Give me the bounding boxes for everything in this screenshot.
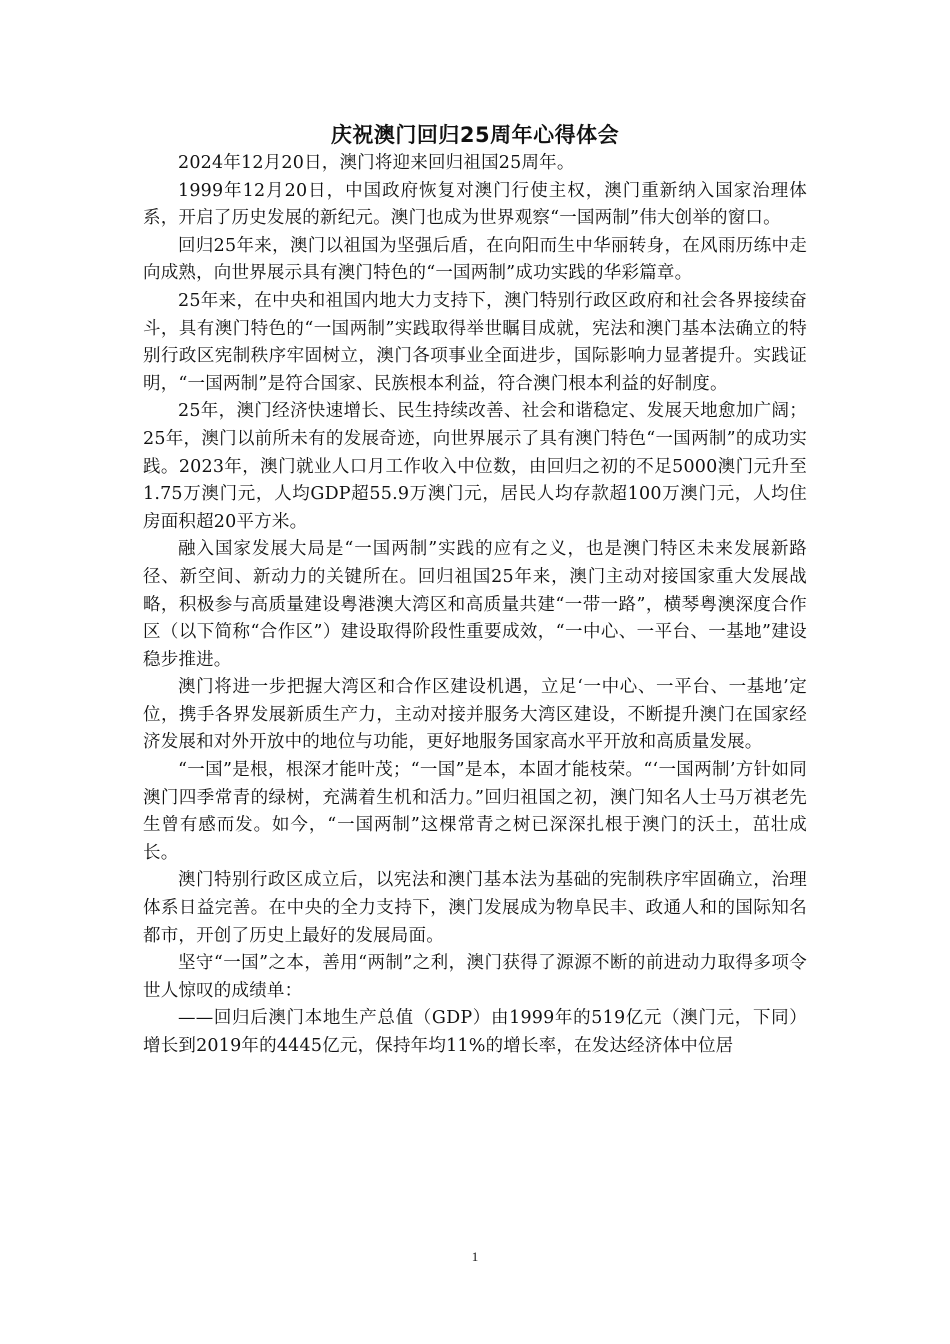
- paragraph-5: 25年，澳门经济快速增长、民生持续改善、社会和谐稳定、发展天地愈加广阔；25年，澳门以前所未有的发展奇迹，向世界展示了具有澳门特色“一国两制”的成功实践。2023年，澳门就业人口月工作收入中位数，由回归之初的不足5000澳门元升至1.75万澳门元，人均GDP超55.9万澳门元，居民人均存款超100万澳门元，人均住房面积超20平方米。: [143, 401, 807, 532]
- paragraph-9: 澳门特别行政区成立后，以宪法和澳门基本法为基础的宪制秩序牢固确立，治理体系日益完善。在中央的全力支持下，澳门发展成为物阜民丰、政通人和的国际知名都市，开创了历史上最好的发展局面。: [143, 870, 807, 946]
- paragraph-2: 1999年12月20日，中国政府恢复对澳门行使主权，澳门重新纳入国家治理体系，开启了历史发展的新纪元。澳门也成为世界观察“一国两制”伟大创举的窗口。: [143, 180, 807, 229]
- paragraph-11: ——回归后澳门本地生产总值（GDP）由1999年的519亿元（澳门元，下同）增长到2019年的4445亿元，保持年均11%的增长率，在发达经济体中位居: [143, 1008, 807, 1056]
- paragraph-4: 25年来，在中央和祖国内地大力支持下，澳门特别行政区政府和社会各界接续奋斗，具有澳门特色的“一国两制”实践取得举世瞩目成就，宪法和澳门基本法确立的特别行政区宪制秩序牢固树立，澳门各项事业全面进步，国际影响力显著提升。实践证明，“一国两制”是符合国家、民族根本利益，符合澳门根本利益的好制度。: [143, 290, 807, 394]
- paragraph-6: 融入国家发展大局是“一国两制”实践的应有之义，也是澳门特区未来发展新路径、新空间、新动力的关键所在。回归祖国25年来，澳门主动对接国家重大发展战略，积极参与高质量建设粤港澳大湾区和高质量共建“一带一路”，横琴粤澳深度合作区（以下简称“合作区”）建设取得阶段性重要成效，“一中心、一平台、一基地”建设稳步推进。: [143, 539, 807, 670]
- page-number: 1: [471, 1249, 479, 1264]
- document-title: 庆祝澳门回归25周年心得体会: [330, 123, 620, 147]
- paragraph-7: 澳门将进一步把握大湾区和合作区建设机遇，立足‘一中心、一平台、一基地’定位，携手各界发展新质生产力，主动对接并服务大湾区建设，不断提升澳门在国家经济发展和对外开放中的地位与功能，更好地服务国家高水平开放和高质量发展。: [143, 677, 807, 753]
- document-body: [143, 150, 807, 1061]
- paragraph-10: 坚守“一国”之本，善用“两制”之利，澳门获得了源源不断的前进动力取得多项令世人惊叹的成绩单：: [143, 953, 807, 1001]
- paragraph-8: “一国”是根，根深才能叶茂；“一国”是本，本固才能枝荣。“‘一国两制’方针如同澳门四季常青的绿树，充满着生机和活力。”回归祖国之初，澳门知名人士马万祺老先生曾有感而发。如今，“一国两制”这棵常青之树已深深扎根于澳门的沃土，茁壮成长。: [143, 760, 807, 863]
- paragraph-3: 回归25年来，澳门以祖国为坚强后盾，在向阳而生中华丽转身，在风雨历练中走向成熟，向世界展示具有澳门特色的“一国两制”成功实践的华彩篇章。: [143, 235, 807, 284]
- paragraph-1: 2024年12月20日，澳门将迎来回归祖国25周年。: [178, 153, 575, 173]
